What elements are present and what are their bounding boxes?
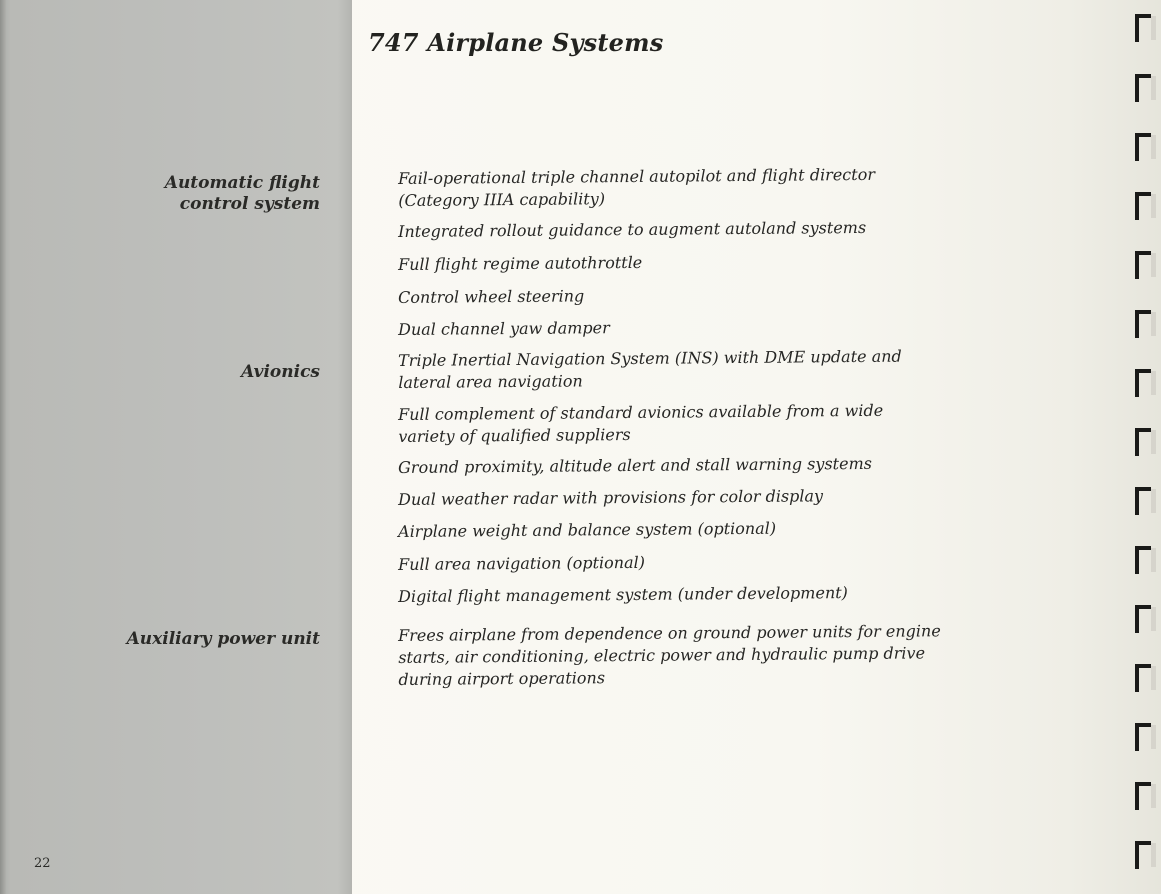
list-item [398, 549, 988, 576]
list-item [398, 163, 988, 212]
list-item [398, 620, 989, 691]
section-label-line: control system [179, 194, 320, 214]
list-item-line: Full flight regime autothrottle [398, 252, 643, 274]
list-item-line: Full complement of standard avionics available from a wide [398, 400, 884, 424]
list-item [398, 452, 988, 479]
spiral-binding-ring-icon [1131, 662, 1157, 694]
left-margin-panel [0, 0, 352, 894]
spiral-binding-ring-icon [1131, 721, 1157, 753]
list-item-line: Control wheel steering [398, 286, 585, 307]
list-item [398, 516, 988, 543]
list-item-line: Fail-operational triple channel autopilot and flight director [398, 164, 876, 188]
list-item [398, 314, 988, 341]
list-item-line: Ground proximity, altitude alert and stall warning systems [398, 453, 873, 477]
spiral-binding-ring-icon [1131, 308, 1157, 340]
list-item-line: Airplane weight and balance system (optional) [398, 518, 777, 541]
spiral-binding-ring-icon [1131, 72, 1157, 104]
list-item-line: Full area navigation (optional) [398, 552, 646, 574]
list-item-line: Triple Inertial Navigation System (INS) with DME update and [398, 346, 902, 370]
spiral-binding-ring-icon [1131, 249, 1157, 281]
list-item-line: Dual weather radar with provisions for color display [398, 486, 824, 509]
section-label-automatic-flight-control-system [165, 173, 320, 215]
spiral-binding-ring-icon [1131, 603, 1157, 635]
list-item [398, 581, 988, 608]
page-number: 22 [34, 856, 51, 871]
spiral-binding-ring-icon [1131, 367, 1157, 399]
section-label-avionics [241, 362, 320, 383]
section-label-line: Avionics [241, 362, 320, 382]
list-item-line: Integrated rollout guidance to augment autoland systems [398, 217, 867, 241]
spiral-binding-ring-icon [1131, 12, 1157, 44]
list-item-line: lateral area navigation [398, 371, 583, 392]
list-item [398, 249, 988, 276]
list-item-line: during airport operations [398, 668, 606, 689]
spiral-binding-ring-icon [1131, 780, 1157, 812]
list-item-line: Digital flight management system (under development) [398, 583, 848, 606]
list-item [398, 282, 988, 309]
page-edge-shadow [0, 0, 6, 894]
section-label-auxiliary-power-unit [127, 629, 320, 650]
list-item [398, 399, 988, 448]
list-item [398, 345, 988, 394]
spiral-binding-ring-icon [1131, 544, 1157, 576]
list-item-line: Dual channel yaw damper [398, 318, 610, 339]
list-item-line: (Category IIIA capability) [398, 189, 606, 210]
list-item [398, 484, 988, 511]
spiral-binding-ring-icon [1131, 426, 1157, 458]
section-label-line: Automatic flight [164, 173, 320, 193]
spiral-binding-ring-icon [1131, 190, 1157, 222]
list-item-line: starts, air conditioning, electric power and hydraulic pump drive [398, 643, 926, 667]
spiral-binding [1121, 0, 1161, 894]
page-title: 747 Airplane Systems [368, 28, 664, 57]
list-item-line: Frees airplane from dependence on ground power units for engine [398, 621, 941, 645]
spiral-binding-ring-icon [1131, 839, 1157, 871]
spiral-binding-ring-icon [1131, 485, 1157, 517]
section-label-line: Auxiliary power unit [126, 629, 320, 649]
list-item [398, 216, 988, 243]
spiral-binding-ring-icon [1131, 131, 1157, 163]
list-item-line: variety of qualified suppliers [398, 424, 631, 446]
